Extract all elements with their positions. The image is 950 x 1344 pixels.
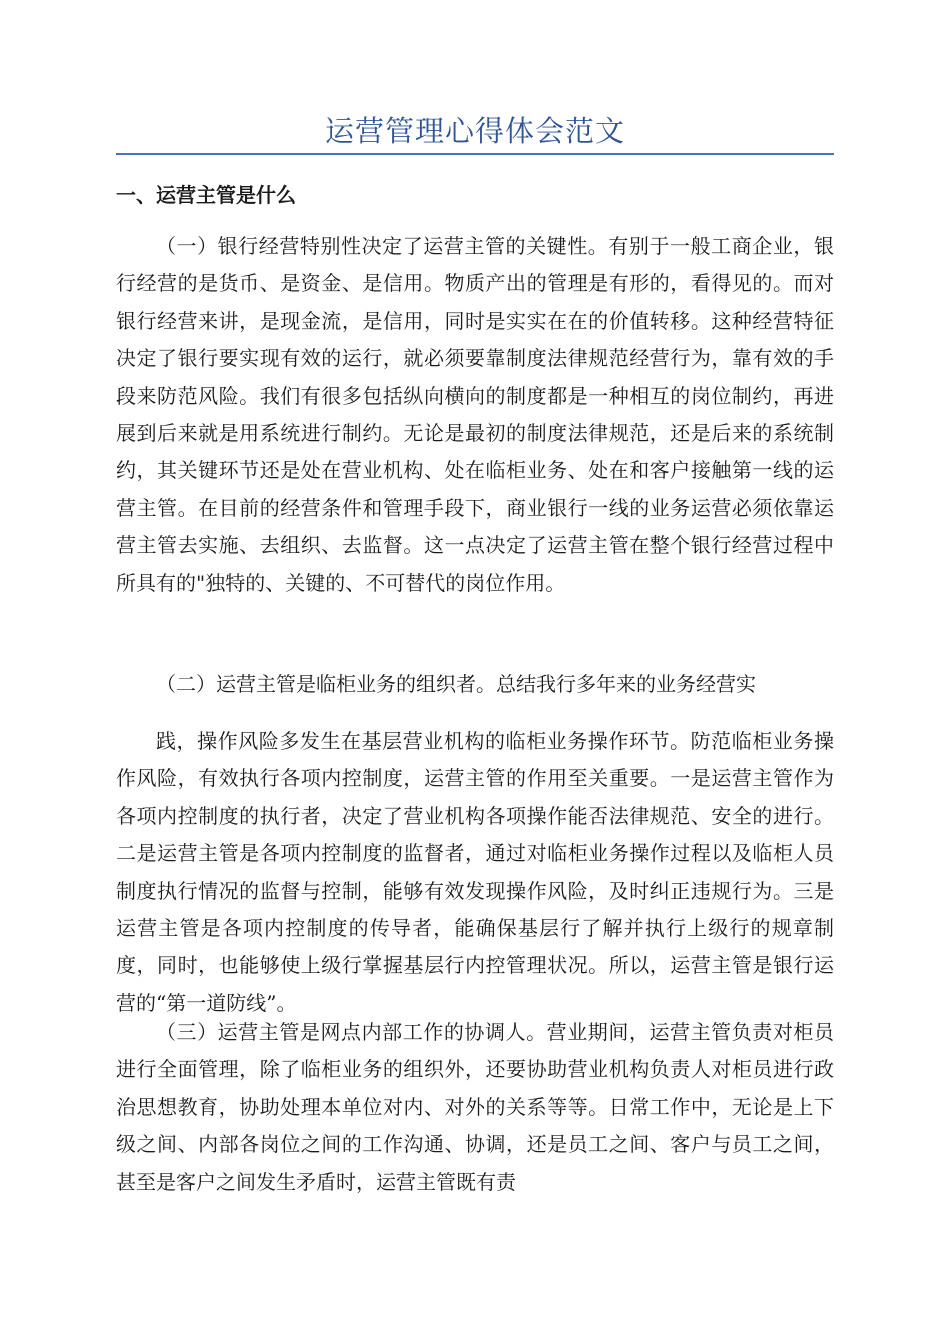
paragraph-4: （三）运营主管是网点内部工作的协调人。营业期间，运营主管负责对柜员进行全面管理，除了临柜业务的组织外，还要协助营业机构负责人对柜员进行政治思想教育，协助处理本单位对内、对外的关系等等。日常工作中，无论是上下级之间、内部各岗位之间的工作沟通、协调，还是员工之间、客户与员工之间，甚至是客户之间发生矛盾时，运营主管既有责 xyxy=(116,1020,834,1194)
paragraph-3: 践，操作风险多发生在基层营业机构的临柜业务操作环节。防范临柜业务操作风险，有效执行各项内控制度，运营主管的作用至关重要。一是运营主管作为各项内控制度的执行者，决定了营业机构各项操作能否法律规范、安全的进行。二是运营主管是各项内控制度的监督者，通过对临柜业务操作过程以及临柜人员制度执行情况的监督与控制，能够有效发现操作风险，及时纠正违规行为。三是运营主管是各项内控制度的传导者，能确保基层行了解并执行上级行的规章制度，同时，也能够使上级行掌握基层行内控管理状况。所以，运营主管是银行运营的“第一道防线”。 xyxy=(116,729,834,1015)
paragraph-2: （二）运营主管是临柜业务的组织者。总结我行多年来的业务经营实 xyxy=(156,672,756,696)
title-divider xyxy=(116,153,834,155)
section-heading: 一、运营主管是什么 xyxy=(116,183,296,207)
paragraph-1: （一）银行经营特别性决定了运营主管的关键性。有别于一般工商企业，银行经营的是货币、是资金、是信用。物质产出的管理是有形的，看得见的。而对银行经营来讲，是现金流，是信用，同时是实实在在的价值转移。这种经营特征决定了银行要实现有效的运行，就必须要靠制度法律规范经营行为，靠有效的手段来防范风险。我们有很多包括纵向横向的制度都是一种相互的岗位制约，再进展到后来就是用系统进行制约。无论是最初的制度法律规范，还是后来的系统制约，其关键环节还是处在营业机构、处在临柜业务、处在和客户接触第一线的运营主管。在目前的经营条件和管理手段下，商业银行一线的业务运营必须依靠运营主管去实施、去组织、去监督。这一点决定了运营主管在整个银行经营过程中所具有的"独特的、关键的、不可替代的岗位作用。 xyxy=(116,234,834,595)
document-title: 运营管理心得体会范文 xyxy=(324,114,625,148)
